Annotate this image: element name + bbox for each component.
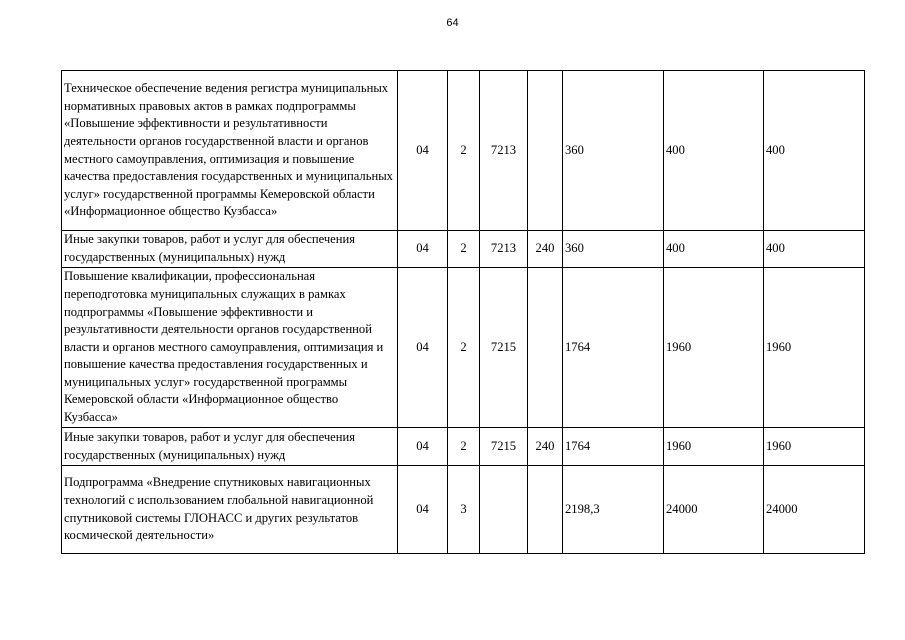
expense-type-code xyxy=(528,268,563,428)
amount-2: 400 xyxy=(664,71,764,231)
article-code: 7215 xyxy=(480,268,528,428)
section-code: 04 xyxy=(398,231,448,268)
section-code: 04 xyxy=(398,71,448,231)
row-description: Иные закупки товаров, работ и услуг для обеспечения государственных (муниципальных) нужд xyxy=(62,428,398,466)
article-code: 7215 xyxy=(480,428,528,466)
amount-2: 24000 xyxy=(664,466,764,554)
table-row xyxy=(62,71,865,231)
amount-1: 360 xyxy=(563,71,664,231)
article-code xyxy=(480,466,528,554)
row-description: Техническое обеспечение ведения регистра муниципальных нормативных правовых актов в рамках подпрограммы «Повышение эффективности и результативности деятельности органов государственной власти и органов местного самоуправления, оптимизация и повышение качества предоставления государственных и муниципальных услуг» государственной программы Кемеровской области «Информационное общество Кузбасса» xyxy=(62,71,398,231)
amount-1: 360 xyxy=(563,231,664,268)
table-row xyxy=(62,268,865,428)
article-code: 7213 xyxy=(480,71,528,231)
budget-table xyxy=(61,70,865,554)
amount-2: 400 xyxy=(664,231,764,268)
expense-type-code xyxy=(528,71,563,231)
amount-1: 1764 xyxy=(563,428,664,466)
subprogram-code: 2 xyxy=(448,231,480,268)
table-row xyxy=(62,231,865,268)
section-code: 04 xyxy=(398,428,448,466)
amount-2: 1960 xyxy=(664,428,764,466)
subprogram-code: 2 xyxy=(448,71,480,231)
page-number: 64 xyxy=(446,17,459,29)
article-code: 7213 xyxy=(480,231,528,268)
row-description: Подпрограмма «Внедрение спутниковых навигационных технологий с использованием глобальной навигационной спутниковой системы ГЛОНАСС и других результатов космической деятельности» xyxy=(62,466,398,554)
amount-3: 1960 xyxy=(764,428,865,466)
expense-type-code: 240 xyxy=(528,231,563,268)
section-code: 04 xyxy=(398,466,448,554)
amount-2: 1960 xyxy=(664,268,764,428)
table-row xyxy=(62,466,865,554)
row-description: Повышение квалификации, профессиональная переподготовка муниципальных служащих в рамках подпрограммы «Повышение эффективности и результативности деятельности органов государственной власти и органов местного самоуправления, оптимизация и повышение качества предоставления государственных и муниципальных услуг» государственной программы Кемеровской области «Информационное общество Кузбасса» xyxy=(62,268,398,428)
row-description: Иные закупки товаров, работ и услуг для обеспечения государственных (муниципальных) нужд xyxy=(62,231,398,268)
amount-3: 400 xyxy=(764,71,865,231)
subprogram-code: 2 xyxy=(448,268,480,428)
amount-3: 400 xyxy=(764,231,865,268)
expense-type-code xyxy=(528,466,563,554)
subprogram-code: 2 xyxy=(448,428,480,466)
section-code: 04 xyxy=(398,268,448,428)
amount-3: 1960 xyxy=(764,268,865,428)
expense-type-code: 240 xyxy=(528,428,563,466)
amount-3: 24000 xyxy=(764,466,865,554)
amount-1: 1764 xyxy=(563,268,664,428)
table-row xyxy=(62,428,865,466)
amount-1: 2198,3 xyxy=(563,466,664,554)
subprogram-code: 3 xyxy=(448,466,480,554)
